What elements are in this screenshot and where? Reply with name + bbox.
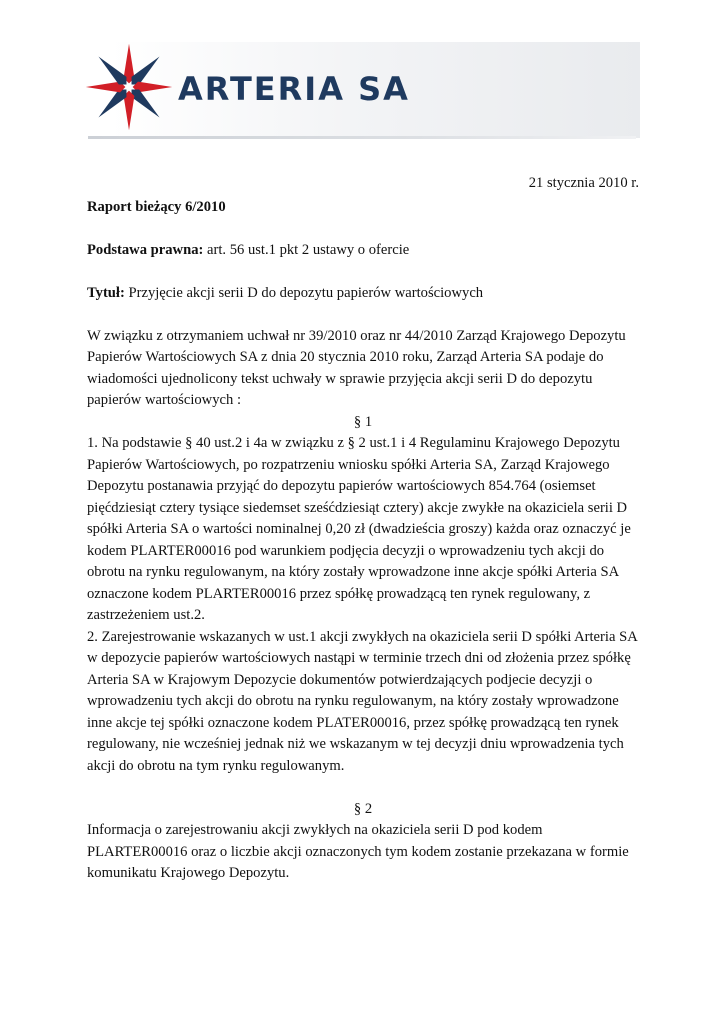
report-body	[87, 173, 639, 885]
section-2-mark: § 2	[353, 800, 373, 817]
intro-paragraph: W związku z otrzymaniem uchwał nr 39/2010 oraz nr 44/2010 Zarząd Krajowego Depozytu Papierów Wartościowych SA z dnia 20 stycznia 2010 roku, Zarząd Arteria SA podaje do wiadomości ujednolicony tekst uchwały w sprawie przyjęcia akcji serii D do depozytu papierów wartościowych :	[87, 327, 626, 408]
subject-label: Tytuł:	[87, 284, 125, 301]
subject	[87, 283, 639, 305]
company-name: ARTERIA SA	[178, 70, 410, 108]
legal-basis	[87, 240, 639, 262]
legal-basis-text: art. 56 ust.1 pkt 2 ustawy o ofercie	[207, 241, 410, 258]
arteria-star-logo-icon	[84, 42, 174, 132]
section-1-mark: § 1	[353, 413, 373, 430]
report-title: Raport bieżący 6/2010	[87, 198, 226, 215]
section-1-point-2: 2. Zarejestrowanie wskazanych w ust.1 akcji zwykłych na okaziciela serii D spółki Arteria SA w depozycie papierów wartościowych nastąpi w terminie trzech dni od złożenia przez spółkę Arteria SA w Krajowym Depozycie dokumentów potwierdzających podjecie decyzji o wprowadzeniu tych akcji do obrotu na rynku regulowanym, na który zostały wprowadzone inne akcje tej spółki oznaczone kodem PLATER00016, przez spółkę prowadzącą ten rynek regulowany, nie wcześniej jednak niż we wskazanym w tej decyzji dniu wprowadzenia tych akcji do obrotu na tym rynku regulowanym.	[87, 628, 637, 774]
section-1-point-1: 1. Na podstawie § 40 ust.2 i 4a w związku z § 2 ust.1 i 4 Regulaminu Krajowego Depozytu Papierów Wartościowych, po rozpatrzeniu wniosku spółki Arteria SA, Zarząd Krajowego Depozytu postanawia przyjąć do depozytu papierów wartościowych 854.764 (osiemset pięćdziesiąt cztery tysiące siedemset sześćdziesiąt cztery) akcje zwykłe na okaziciela serii D spółki Arteria SA o wartości nominalnej 0,20 zł (dwadzieścia groszy) każda oraz oznaczyć je kodem PLARTER00016 pod warunkiem podjęcia decyzji o wprowadzeniu tych akcji do obrotu na rynku regulowanym, na który zostały wprowadzone inne akcje spółki Arteria SA oznaczone kodem PLARTER00016 przez spółkę prowadzącą ten rynek regulowany, z zastrzeżeniem ust.2.	[87, 435, 631, 623]
legal-basis-label: Podstawa prawna:	[87, 241, 204, 258]
header-divider	[88, 136, 636, 139]
letterhead	[0, 0, 724, 150]
subject-text: Przyjęcie akcji serii D do depozytu papierów wartościowych	[128, 284, 484, 301]
report-date: 21 stycznia 2010 r.	[528, 175, 639, 191]
section-2-paragraph: Informacja o zarejestrowaniu akcji zwykłych na okaziciela serii D pod kodem PLARTER00016 oraz o liczbie akcji oznaczonych tym kodem zostanie przekazana w formie komunikatu Krajowego Depozytu.	[87, 822, 629, 881]
